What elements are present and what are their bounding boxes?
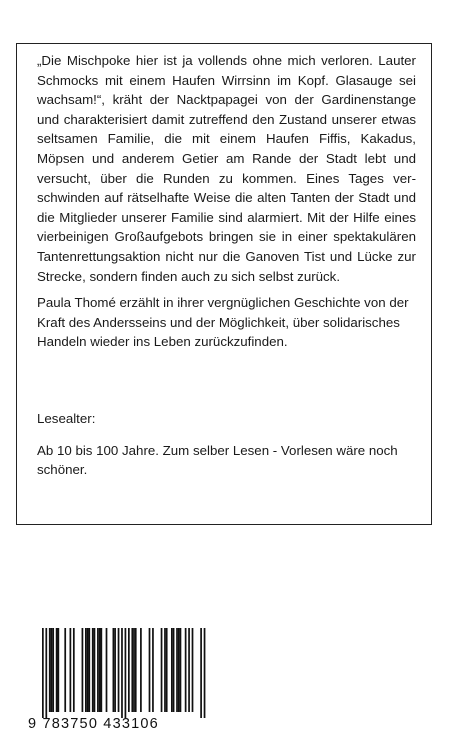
- barcode-bars: [28, 628, 212, 718]
- blurb-paragraph-1: „Die Mischpoke hier ist ja vollends ohne mich verloren. Lauter Schmocks mit einem Haufen Wirrsinn im Kopf. Glasauge sei wachsam!“, kräht der Nacktpapagei von der Gardinenstange und charakterisiert damit zutreffend den Zustand unserer etwas seltsamen Familie, die mit einem Haufen Fiffis, Kakadus, Möpsen und anderem Getier am Rande der Stadt lebt und versucht, über die Runden zu kommen. Eines Tages verschwinden auf rätselhafte Weise die alten Tanten der Stadt und die Mitglieder unserer Familie sind alarmiert. Mit der Hilfe eines vierbeinigen Großaufgebots bringen sie in einer spektakulären Tantenrettungsaktion nicht nur die Ganoven Tist und Lücke zur Strecke, sondern finden auch zu sich selbst zurück.: [37, 53, 416, 284]
- barcode-bar: [97, 628, 99, 712]
- barcode-bar: [135, 628, 137, 712]
- barcode-bar: [164, 628, 166, 712]
- barcode-bar: [88, 628, 90, 712]
- barcode-bar: [149, 628, 151, 712]
- barcode-bar: [52, 628, 54, 712]
- barcode-bar: [176, 628, 178, 712]
- reading-age-label: Lesealter:: [37, 410, 96, 426]
- barcode-bar: [94, 628, 96, 712]
- barcode-bar: [140, 628, 142, 712]
- barcode-bar: [185, 628, 187, 712]
- barcode-bar: [42, 628, 44, 718]
- barcode-bar: [87, 628, 89, 712]
- barcode-bar: [106, 628, 108, 712]
- barcode-bar: [161, 628, 163, 712]
- barcode-bar: [114, 628, 116, 712]
- barcode-bar: [100, 628, 102, 712]
- barcode-bar: [85, 628, 87, 712]
- isbn-barcode: [28, 628, 212, 736]
- barcode-bar: [133, 628, 135, 712]
- barcode-bar: [173, 628, 175, 712]
- barcode-bar: [180, 628, 182, 712]
- barcode-bar: [178, 628, 180, 712]
- barcode-bar: [51, 628, 53, 712]
- barcode-bar: [121, 628, 123, 718]
- reading-age-text: Ab 10 bis 100 Jahre. Zum selber Lesen - Vorlesen wäre noch schöner.: [37, 442, 398, 478]
- barcode-bar: [92, 628, 94, 712]
- barcode-bar: [204, 628, 206, 718]
- barcode-bar: [118, 628, 120, 712]
- barcode-bar: [128, 628, 130, 712]
- blurb-paragraph-2: Paula Thomé erzählt in ihrer vergnüglichen Geschichte von der Kraft des Andersseins und der Möglichkeit, über solidarisches Handeln wieder ins Leben zurückzufinden.: [37, 295, 409, 350]
- barcode-bar: [99, 628, 101, 712]
- barcode-bar: [45, 628, 47, 718]
- barcode-bar: [70, 628, 72, 712]
- barcode-bar: [188, 628, 190, 712]
- barcode-bar: [166, 628, 168, 712]
- barcode-bar: [73, 628, 75, 712]
- barcode-bar: [131, 628, 133, 712]
- barcode-bar: [56, 628, 58, 712]
- barcode-bar: [192, 628, 194, 712]
- barcode-bar: [49, 628, 51, 712]
- barcode-bar: [64, 628, 66, 712]
- isbn-digits: 9 783750 433106: [28, 716, 159, 732]
- barcode-bar: [125, 628, 127, 718]
- barcode-bar: [57, 628, 59, 712]
- blurb-box: [16, 43, 432, 525]
- barcode-bar: [82, 628, 84, 712]
- barcode-bar: [200, 628, 202, 718]
- barcode-bar: [152, 628, 154, 712]
- barcode-bar: [171, 628, 173, 712]
- barcode-bar: [113, 628, 115, 712]
